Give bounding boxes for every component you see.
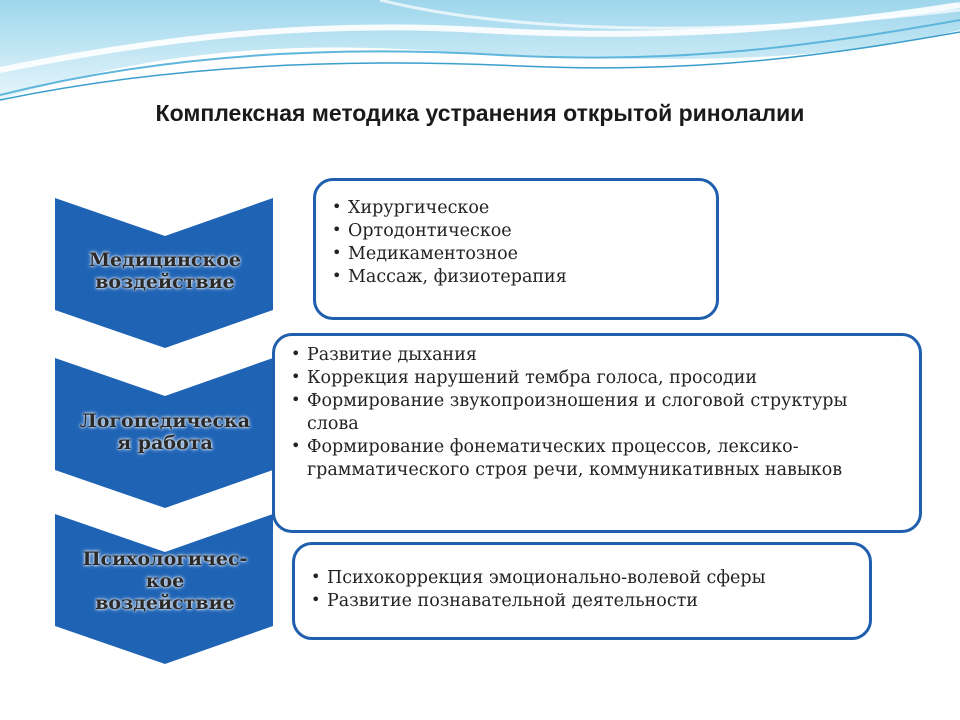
psychological-items-box [292,542,872,640]
list-item: • Формирование фонематических процессов, лексико-грамматического строя речи, коммуникативных навыков [289,436,889,482]
list-item: • Медикаментозное [330,243,702,266]
list-item: • Формирование звукопроизношения и слоговой структуры слова [289,390,889,436]
list-item: • Хирургическое [330,197,702,220]
list-item: • Ортодонтическое [330,220,702,243]
list-item: • Психокоррекция эмоционально-волевой сферы [309,567,855,590]
chevron-speech-therapy-label: Логопедическа я работа [79,410,251,454]
list-item: • Массаж, физиотерапия [330,266,702,289]
list-item: • Развитие познавательной деятельности [309,590,855,613]
list-item: • Коррекция нарушений тембра голоса, просодии [289,367,889,390]
chevron-medical-label: Медицинское воздействие [89,249,241,293]
speech-therapy-items-box [272,333,922,533]
slide-title: Комплексная методика устранения открытой ринолалии [155,100,805,126]
medical-items-box [313,178,719,320]
chevron-psychological-label: Психологичес- кое воздействие [82,548,248,614]
list-item: • Развитие дыхания [289,344,889,367]
